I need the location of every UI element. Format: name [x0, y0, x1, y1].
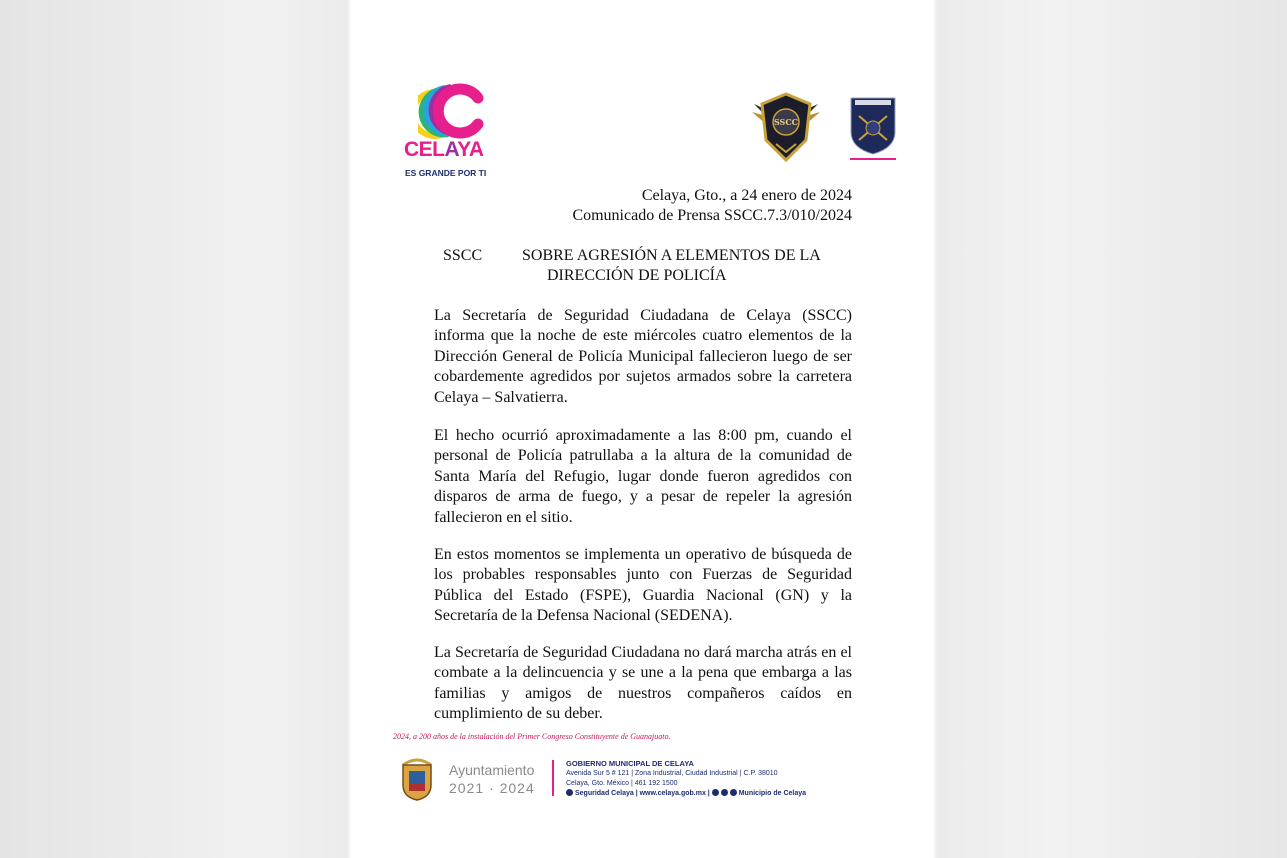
document-meta — [572, 186, 852, 226]
facebook-icon — [712, 789, 719, 796]
badge-underline — [850, 158, 896, 160]
footer-divider — [552, 760, 554, 796]
instagram-icon — [730, 789, 737, 796]
gov-name: GOBIERNO MUNICIPAL DE CELAYA — [566, 759, 694, 768]
body-paragraph: La Secretaría de Seguridad Ciudadana de Celaya (SSCC) informa que la noche de este miércoles cuatro elementos de la Dirección General de Policía Municipal fallecieron luego de ser cobardemente agredidos por sujetos armados sobre la carretera Celaya – Salvatierra. — [434, 307, 852, 406]
ayuntamiento-period: 2021 · 2024 — [449, 780, 535, 796]
subject-org: SSCC — [443, 247, 483, 264]
body-paragraph: En estos momentos se implementa un operativo de búsqueda de los probables responsables junto con Fuerzas de Seguridad Pública del Estado (FSPE), Guardia Nacional (GN) y la Secretaría de la Defensa Nacional (SEDENA). — [434, 546, 852, 625]
press-release-number: Comunicado de Prensa SSCC.7.3/010/2024 — [572, 207, 852, 224]
twitter-icon — [721, 789, 728, 796]
gov-city-phone: Celaya, Gto. México | 461 192 1500 — [566, 780, 678, 787]
facebook-icon — [566, 789, 573, 796]
police-shield-badge-icon — [849, 96, 897, 156]
gov-address: Avenida Sur 5 # 121 | Zona Industrial, Ciudad Industrial | C.P. 38010 — [566, 770, 778, 777]
press-release-page — [352, 0, 933, 858]
body-paragraph: El hecho ocurrió aproximadamente a las 8:00 pm, cuando el personal de Policía patrullaba a la altura de la comunidad de Santa María del Refugio, lugar donde fueron agredidos con disparos de arma de fuego, y a pesar de repeler la agresión fallecieron en el sitio. — [434, 427, 852, 526]
celaya-tagline: ES GRANDE POR TI — [405, 168, 487, 178]
municipal-seal-icon — [399, 755, 435, 801]
sscc-eagle-badge-icon — [750, 90, 822, 164]
ayuntamiento-label: Ayuntamiento — [449, 762, 535, 778]
anniversary-note: 2024, a 200 años de la instalación del Primer Congreso Constituyente de Guanajuato. — [393, 732, 671, 741]
badge-text: SSCC — [773, 117, 799, 127]
celaya-wordmark: CELAYA — [404, 138, 484, 161]
body-paragraph: La Secretaría de Seguridad Ciudadana no dará marcha atrás en el combate a la delincuencia y se une a la pena que embarga a las familias y amigos de nuestros compañeros caídos en cumplimiento de su deber. — [434, 644, 852, 723]
government-contact — [566, 759, 806, 799]
gov-social — [566, 789, 806, 799]
celaya-logo — [404, 82, 499, 182]
ayuntamiento-block — [449, 762, 535, 796]
subject-line-2: DIRECCIÓN DE POLICÍA — [547, 267, 727, 284]
subject-line-1: SOBRE AGRESIÓN A ELEMENTOS DE LA — [522, 247, 821, 264]
celaya-c-mark-icon — [418, 82, 488, 140]
social-right-text: Municipio de Celaya — [738, 790, 807, 797]
social-left-text: Seguridad Celaya | www.celaya.gob.mx | — [575, 790, 710, 797]
place-date: Celaya, Gto., a 24 enero de 2024 — [641, 187, 852, 204]
